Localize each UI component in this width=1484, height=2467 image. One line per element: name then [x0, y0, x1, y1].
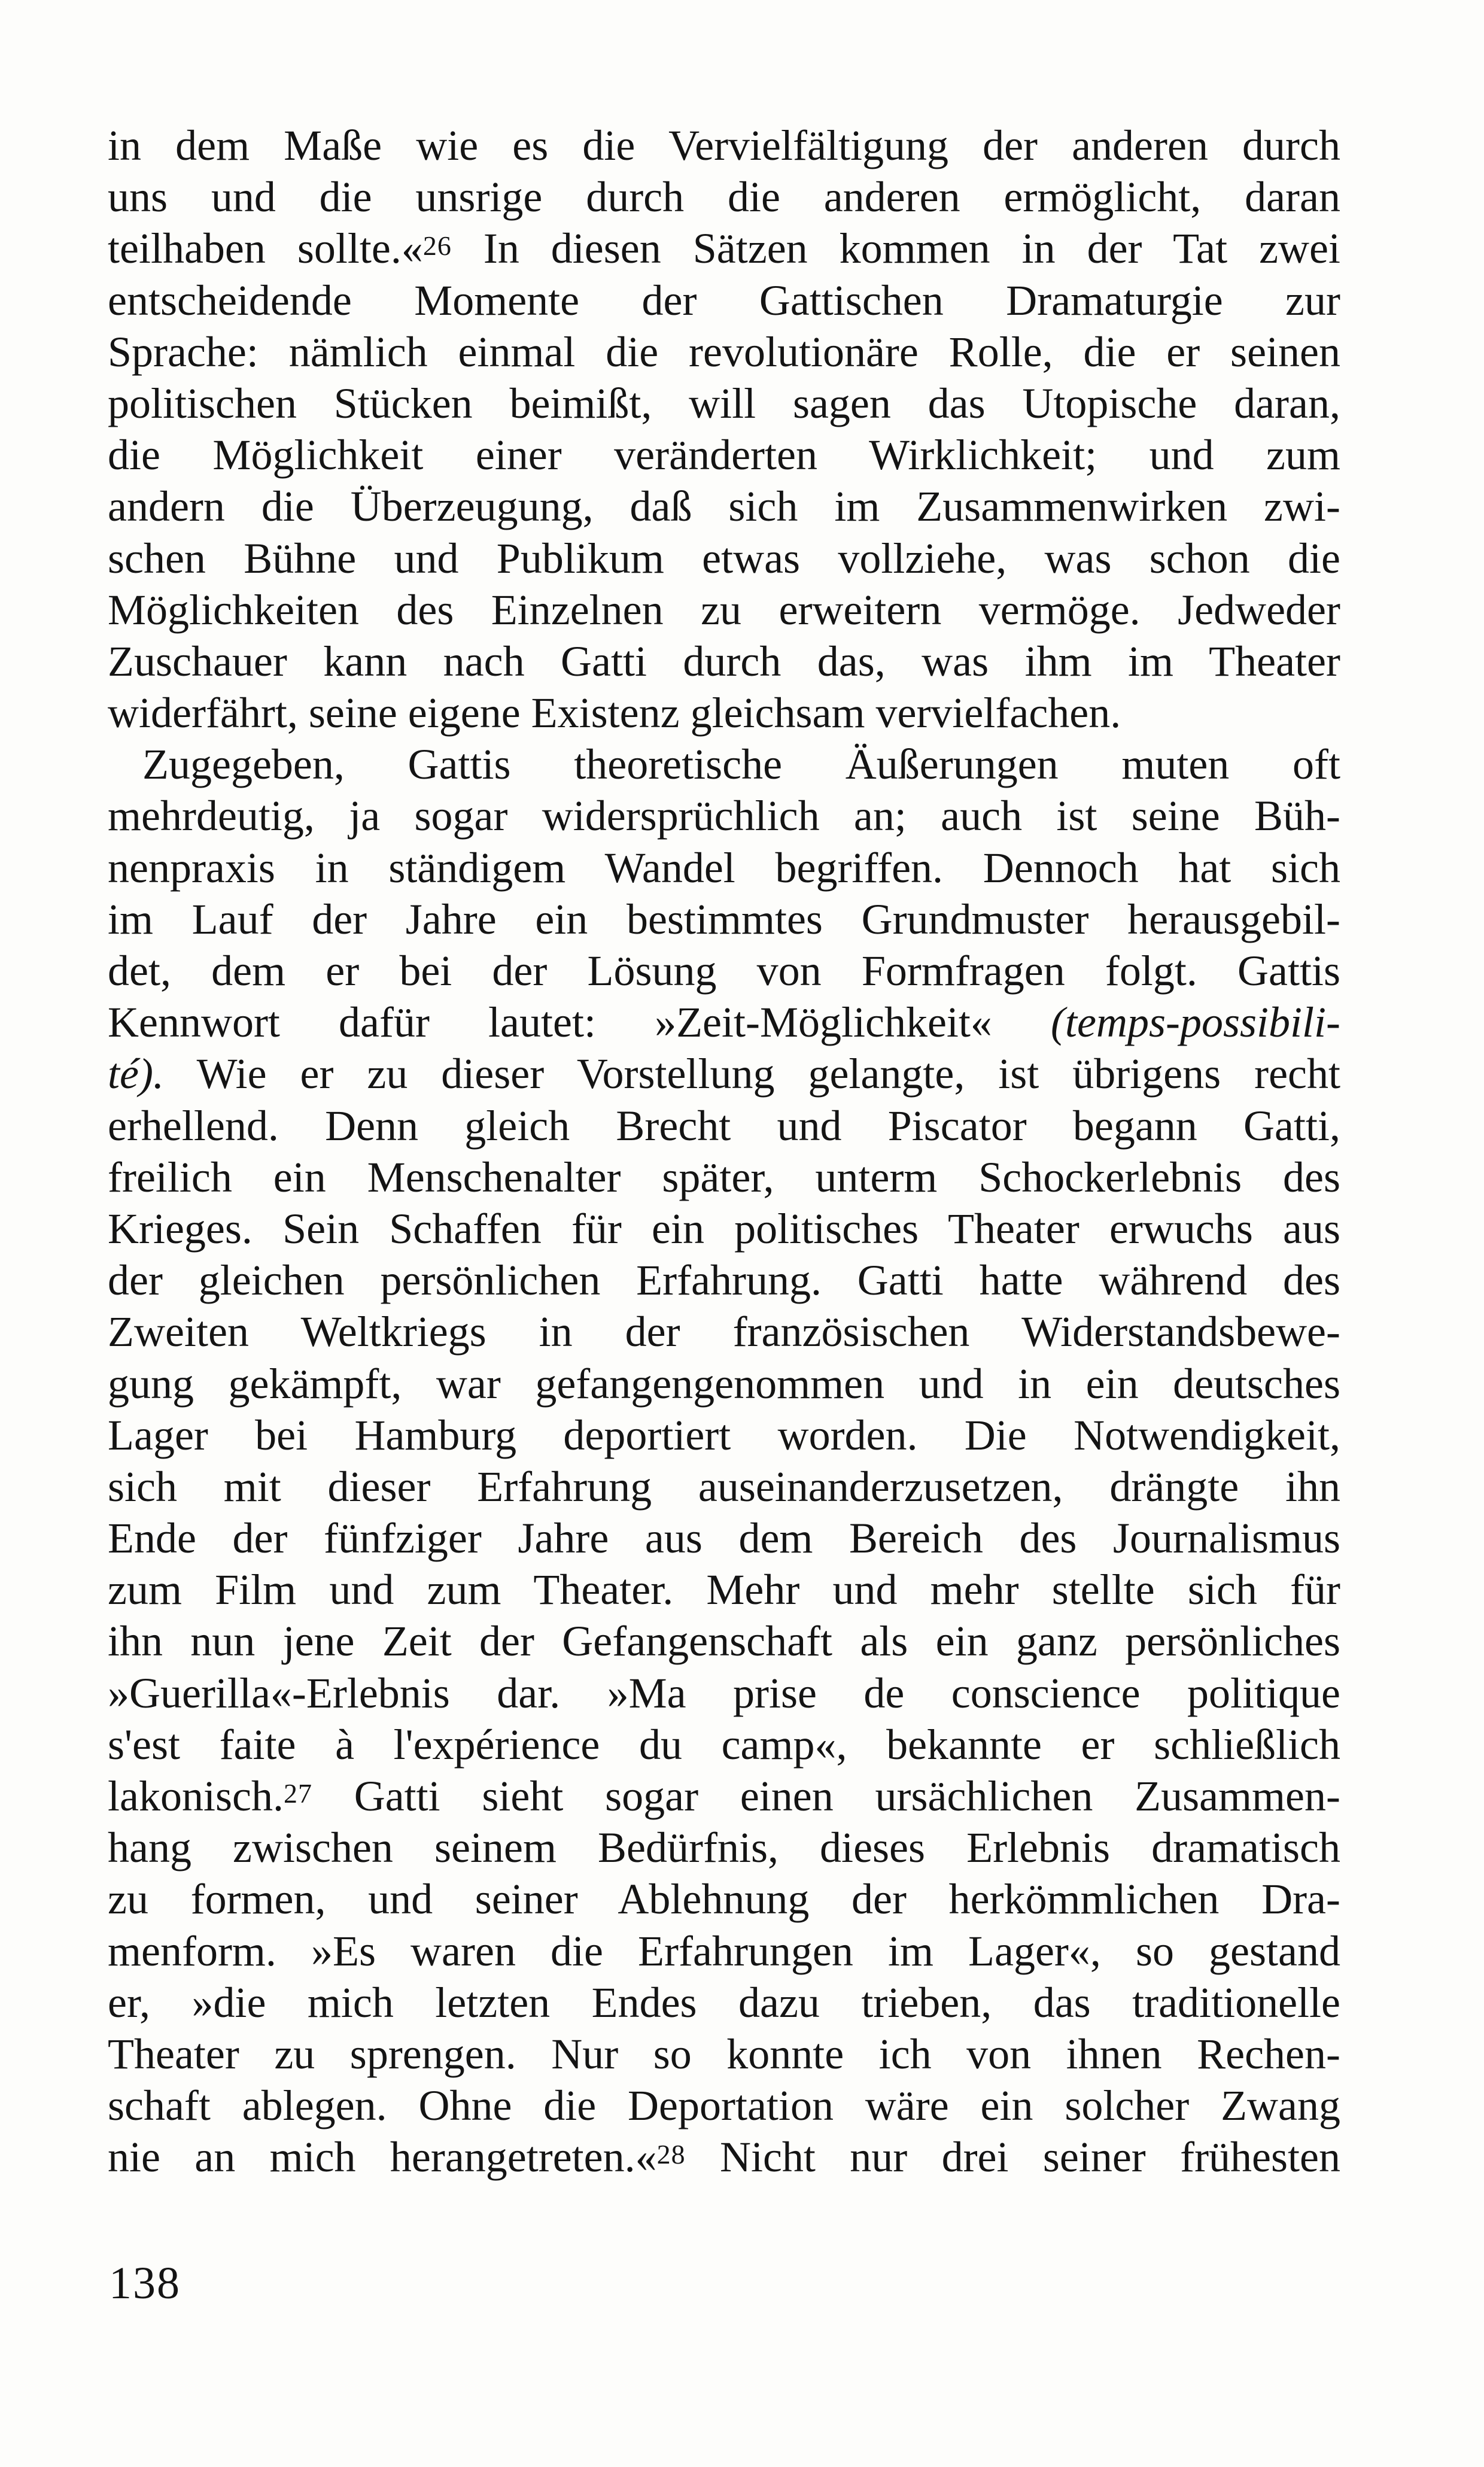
text-line: der gleichen persönlichen Erfahrung. Gatti hatte während des — [108, 1256, 1340, 1305]
text-line: entscheidende Momente der Gattischen Dramaturgie zur — [108, 276, 1340, 324]
text-line: Zweiten Weltkriegs in der französischen Widerstandsbewe- — [108, 1308, 1340, 1356]
text-line: Möglichkeiten des Einzelnen zu erweitern vermöge. Jedweder — [108, 585, 1340, 634]
text-line: Zuschauer kann nach Gatti durch das, was ihm im Theater — [108, 637, 1340, 685]
text-line: widerfährt, seine eigene Existenz gleichsam vervielfachen. — [108, 689, 1121, 737]
text-line: Krieges. Sein Schaffen für ein politisches Theater erwuchs aus — [108, 1204, 1340, 1253]
text-line: schen Bühne und Publikum etwas vollziehe, was schon die — [108, 534, 1340, 582]
text-line: mehrdeutig, ja sogar widersprüchlich an; auch ist seine Büh- — [108, 792, 1340, 840]
text-line: gung gekämpft, war gefangengenommen und in ein deutsches — [108, 1359, 1340, 1408]
text-line: freilich ein Menschenalter später, unterm Schockerlebnis des — [108, 1153, 1340, 1201]
text-line: schaft ablegen. Ohne die Deportation wäre ein solcher Zwang — [108, 2082, 1340, 2130]
page-number: 138 — [109, 2258, 181, 2308]
text-line: Theater zu sprengen. Nur so konnte ich von ihnen Rechen- — [108, 2029, 1340, 2078]
text-line: Kennwort dafür lautet: »Zeit-Möglichkeit« (temps-possibili- — [108, 998, 1340, 1047]
text-line: zu formen, und seiner Ablehnung der herkömmlichen Dra- — [108, 1875, 1340, 1924]
italic-term: (temps-possibili- — [1051, 998, 1340, 1047]
body-text — [108, 120, 1340, 2183]
text-line: andern die Überzeugung, daß sich im Zusammenwirken zwi- — [108, 482, 1340, 531]
footnote-marker: 28 — [656, 2139, 686, 2170]
text-line: »Guerilla«-Erlebnis dar. »Ma prise de conscience politique — [108, 1669, 1340, 1717]
text-line: nenpraxis in ständigem Wandel begriffen. Dennoch hat sich — [108, 843, 1340, 892]
text-line: Zugegeben, Gattis theoretische Äußerungen muten oft — [142, 740, 1340, 789]
text-line: ihn nun jene Zeit der Gefangenschaft als ein ganz persönliches — [108, 1617, 1340, 1666]
footnote-marker: 26 — [422, 230, 452, 262]
text-line: det, dem er bei der Lösung von Formfragen folgt. Gattis — [108, 947, 1340, 995]
text-line: erhellend. Denn gleich Brecht und Piscator begann Gatti, — [108, 1101, 1340, 1150]
text-line: lakonisch.$^{27}$ Gatti sieht sogar einen ursächlichen Zusammen- — [108, 1772, 1340, 1820]
text-line: uns und die unsrige durch die anderen ermöglicht, daran — [108, 173, 1340, 221]
text-line: im Lauf der Jahre ein bestimmtes Grundmuster herausgebil- — [108, 895, 1340, 943]
footnote-marker: 27 — [283, 1778, 312, 1809]
text-line: té). Wie er zu dieser Vorstellung gelangte, ist übrigens recht — [108, 1050, 1340, 1098]
text-line: Sprache: nämlich einmal die revolutionäre Rolle, die er seinen — [108, 327, 1340, 376]
paragraph-continued — [108, 120, 1340, 739]
text-line: er, »die mich letzten Endes dazu trieben, das traditionelle — [108, 1978, 1340, 2027]
text-line: zum Film und zum Theater. Mehr und mehr stellte sich für — [108, 1566, 1340, 1614]
text-line: s'est faite à l'expérience du camp«, bekannte er schließlich — [108, 1720, 1340, 1769]
italic-term: té). — [108, 1050, 164, 1098]
text-line: hang zwischen seinem Bedürfnis, dieses Erlebnis dramatisch — [108, 1824, 1340, 1872]
text-line: in dem Maße wie es die Vervielfältigung der anderen durch — [108, 121, 1340, 169]
text-line: die Möglichkeit einer veränderten Wirklichkeit; und zum — [108, 431, 1340, 479]
text-line: nie an mich herangetreten.«$^{28}$ Nicht nur drei seiner frühesten — [108, 2133, 1340, 2182]
text-line: teilhaben sollte.«$^{26}$ In diesen Sätzen kommen in der Tat zwei — [108, 224, 1340, 273]
text-line: politischen Stücken beimißt, will sagen das Utopische daran, — [108, 379, 1340, 427]
paragraph — [108, 739, 1340, 2183]
text-line: sich mit dieser Erfahrung auseinanderzusetzen, drängte ihn — [108, 1462, 1340, 1511]
text-line: menform. »Es waren die Erfahrungen im Lager«, so gestand — [108, 1927, 1340, 1975]
text-line: Lager bei Hamburg deportiert worden. Die Notwendigkeit, — [108, 1411, 1340, 1459]
text-line: Ende der fünfziger Jahre aus dem Bereich des Journalismus — [108, 1514, 1340, 1563]
